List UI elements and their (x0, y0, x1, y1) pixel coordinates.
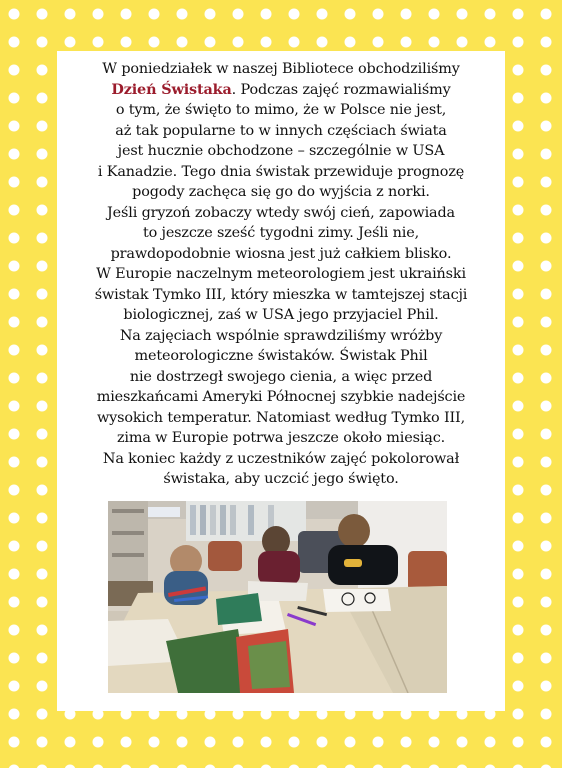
article-line: W Europie naczelnym meteorologiem jest ukraiński (96, 266, 466, 282)
article-line: nie dostrzegł swojego cienia, a więc przed (129, 368, 433, 385)
article-line: i Kanadzie. Tego dnia świstak przewiduje prognozę (97, 163, 465, 180)
article-text (57, 59, 505, 490)
article-line: świstak Tymko III, który mieszka w tamtejszej stacji (94, 286, 468, 303)
event-name-highlight: Dzień Świstaka (111, 80, 232, 98)
article-line: aż tak popularne to w innych częściach świata (115, 122, 447, 139)
article-line: Na koniec każdy z uczestników zajęć pokolorował (102, 450, 460, 467)
article-line: to jeszcze sześć tygodni zimy. Jeśli nie, (142, 225, 420, 241)
article-line: świstaka, aby uczcić jego święto. (163, 471, 399, 487)
article-line: meteorologiczne świstaków. Świstak Phil (134, 348, 428, 364)
article-line: W poniedziałek w naszej Bibliotece obchodziliśmy (102, 61, 460, 77)
content-card (57, 51, 505, 711)
workshop-photo-illustration (108, 501, 447, 693)
article-line (57, 80, 505, 101)
article-line: Jeśli gryzoń zobaczy wtedy swój cień, zapowiada (107, 204, 455, 221)
article-line: pogody zachęca się go do wyjścia z norki. (132, 184, 430, 200)
article-line: Na zajęciach wspólnie sprawdziliśmy wróżby (119, 327, 443, 344)
article-line: zima w Europie potrwa jeszcze około miesiąc. (116, 430, 446, 446)
article-line: wysokich temperatur. Natomiast według Tymko III, (96, 409, 466, 426)
article-line: jest hucznie obchodzone – szczególnie w USA (117, 143, 445, 159)
article-line-rest: . Podczas zajęć rozmawialiśmy (231, 81, 451, 98)
article-line: o tym, że święto to mimo, że w Polsce nie jest, (115, 102, 447, 118)
article-line: biologicznej, zaś w USA jego przyjaciel Phil. (123, 307, 439, 323)
workshop-photo (108, 501, 447, 693)
article-line: prawdopodobnie wiosna jest już całkiem blisko. (110, 245, 452, 262)
article-line: mieszkańcami Ameryki Północnej szybkie nadejście (96, 389, 466, 405)
